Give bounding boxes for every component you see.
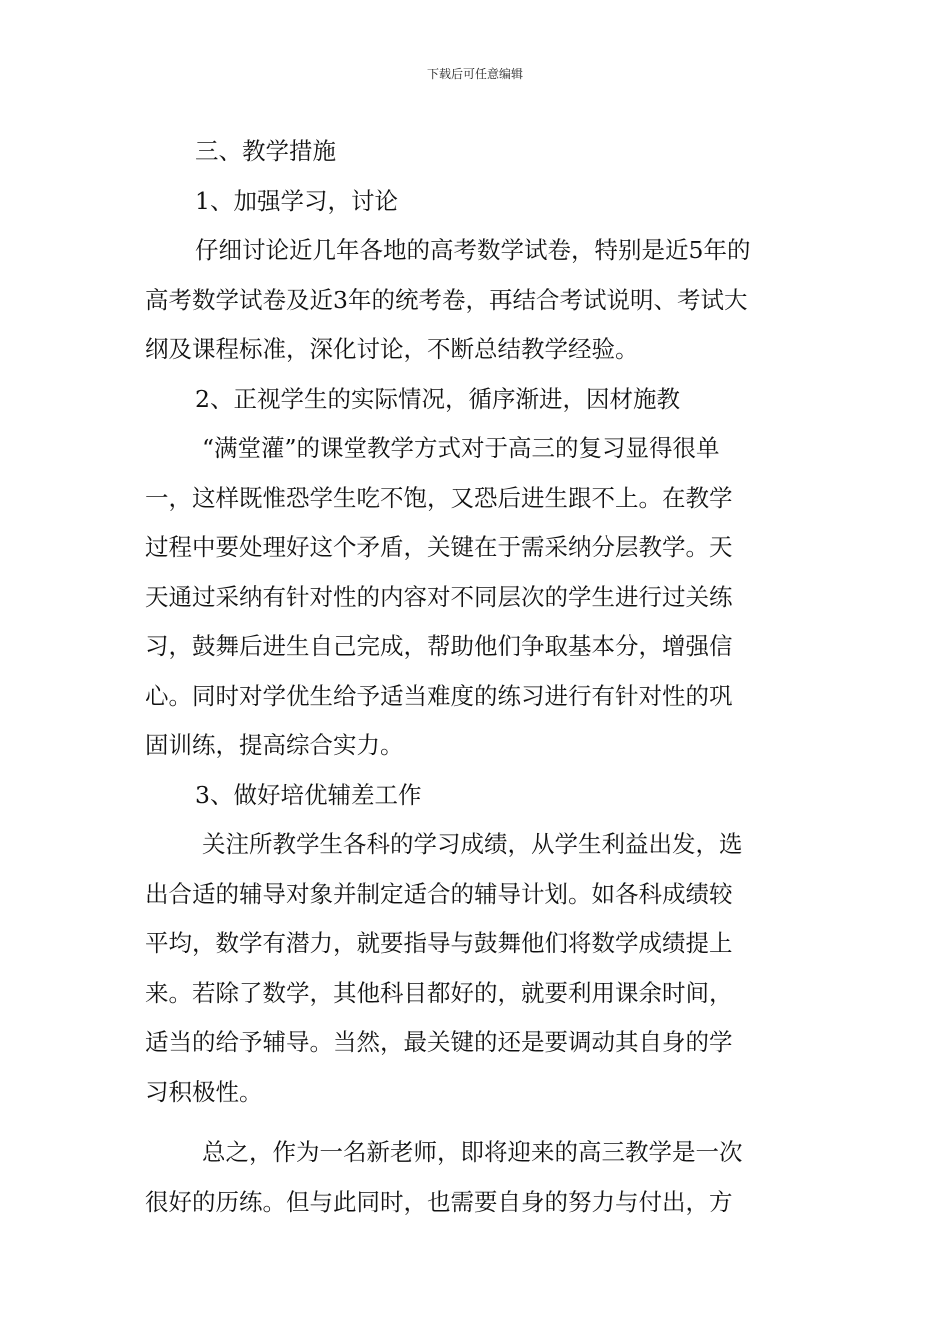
paragraph-line: 心。同时对学优生给予适当难度的练习进行有针对性的巩 [145,681,733,710]
paragraph-line: 习积极性。 [145,1077,263,1106]
paragraph-line: 总之，作为一名新老师，即将迎来的高三教学是一次 [202,1138,743,1166]
paragraph-line: 平均，数学有潜力，就要指导与鼓舞他们将数学成绩提上 [145,929,733,957]
paragraph-line: 关注所教学生各科的学习成绩，从学生利益出发，选 [202,830,743,858]
section-heading-teaching-measures: 三、教学措施 [195,137,336,165]
paragraph-gap [145,1117,807,1128]
paragraph-line: 天通过采纳有针对性的内容对不同层次的学生进行过关练 [145,582,733,611]
paragraph-line: 习，鼓舞后进生自己完成，帮助他们争取基本分，增强信 [145,632,733,660]
paragraph-line: 固训练，提高综合实力。 [145,731,404,759]
paragraph-line: 仔细讨论近几年各地的高考数学试卷，特别是近5年的 [195,236,751,264]
paragraph-line: 出合适的辅导对象并制定适合的辅导计划。如各科成绩较 [145,879,733,908]
page-header-note: 下载后可任意编辑 [426,67,523,81]
document-body [145,127,807,1227]
subheading-2: 2、正视学生的实际情况，循序渐进，因材施教 [195,384,680,413]
subheading-1: 1、加强学习，讨论 [195,186,398,215]
paragraph-line: 一，这样既惟恐学生吃不饱，又恐后进生跟不上。在教学 [145,483,733,512]
paragraph-line: 很好的历练。但与此同时，也需要自身的努力与付出，方 [145,1187,733,1216]
subheading-3: 3、做好培优辅差工作 [195,780,422,809]
paragraph-line: 来。若除了数学，其他科目都好的，就要利用课余时间， [145,978,733,1007]
paragraph-line: 适当的给予辅导。当然，最关键的还是要调动其自身的学 [145,1028,733,1056]
paragraph-line: “满堂灌”的课堂教学方式对于高三的复习显得很单 [202,434,720,462]
paragraph-line: 高考数学试卷及近3年的统考卷，再结合考试说明、考试大 [145,285,748,314]
paragraph-line: 过程中要处理好这个矛盾，关键在于需采纳分层教学。天 [145,533,733,561]
paragraph-line: 纲及课程标准，深化讨论，不断总结教学经验。 [145,335,639,363]
